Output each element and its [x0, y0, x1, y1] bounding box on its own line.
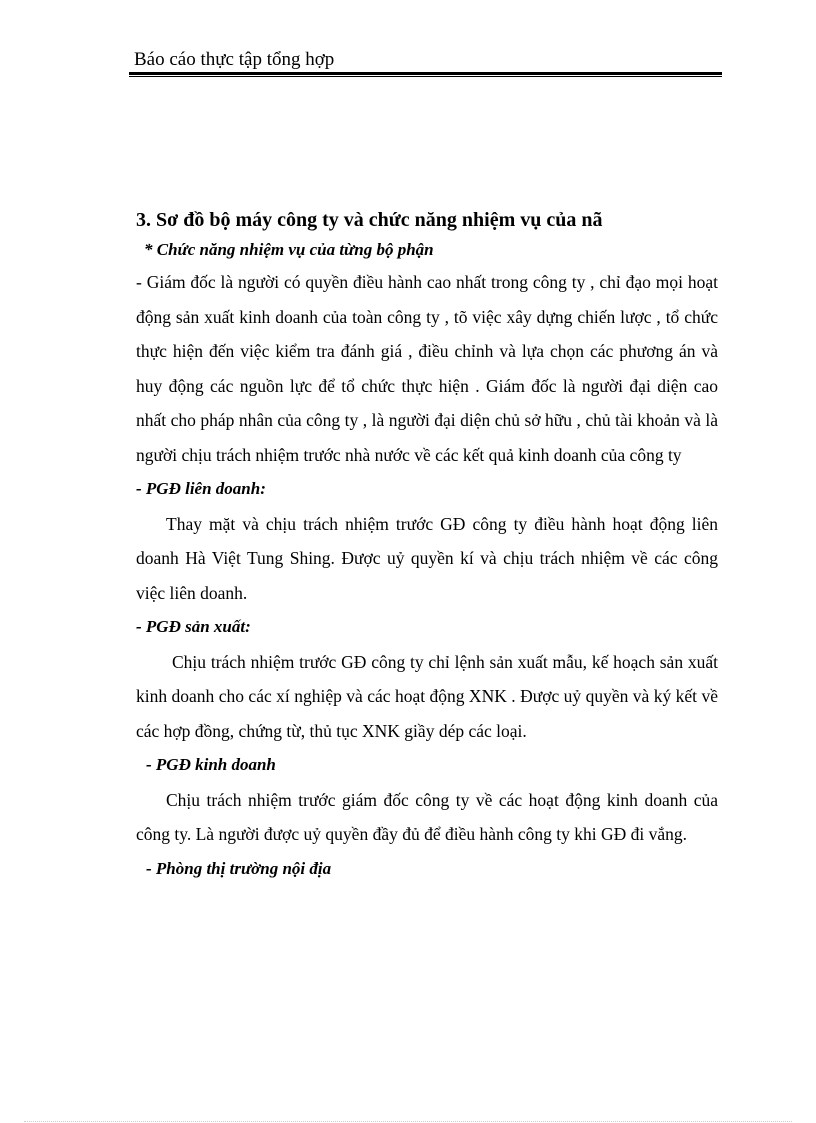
page-bottom-border [24, 1121, 792, 1122]
director-paragraph: - Giám đốc là người có quyền điều hành cao nhất trong công ty , chỉ đạo mọi hoạt động sản xuất kinh doanh của toàn công ty , tõ việc xây dựng chiến lược , tổ chức thực hiện đến việc kiểm tra đánh giá , điều chỉnh và lựa chọn các phương án và huy động các nguồn lực để tổ chức thực hiện . Giám đốc là người đại diện cao nhất cho pháp nhân của công ty , là người đại diện chủ sở hữu , chủ tài khoản và là người chịu trách nhiệm trước nhà nước về các kết quả kinh doanh của công ty [136, 272, 718, 465]
item-text-joint-venture: Thay mặt và chịu trách nhiệm trước GĐ công ty điều hành hoạt động liên doanh Hà Việt Tung Shing. Được uỷ quyền kí và chịu trách nhiệm về các công việc liên doanh. [136, 513, 718, 603]
header-title: Báo cáo thực tập tổng hợp [134, 49, 335, 70]
header-rule [129, 72, 722, 75]
item-text-business: Chịu trách nhiệm trước giám đốc công ty về các hoạt động kinh doanh của công ty. Là người được uỷ quyền đầy đủ để điều hành công ty khi GĐ đi vắng. [136, 789, 718, 844]
item-heading-domestic-market: - Phòng thị trường nội địa [146, 858, 332, 878]
item-heading-business: - PGĐ kinh doanh [146, 755, 276, 774]
section-title: 3. Sơ đồ bộ máy công ty và chức năng nhiệm vụ của nã [136, 209, 603, 231]
document-body [136, 205, 718, 886]
item-heading-production: - PGĐ sản xuất: [136, 617, 251, 636]
item-text-production: Chịu trách nhiệm trước GĐ công ty chỉ lệnh sản xuất mẫu, kế hoạch sản xuất kinh doanh cho các xí nghiệp và các hoạt động XNK . Được uỷ quyền và ký kết về các hợp đồng, chứng từ, thủ tục XNK giầy dép các loại. [136, 651, 718, 741]
page-header [129, 49, 722, 77]
header-rule-thin [129, 76, 722, 77]
section-subheading: * Chức năng nhiệm vụ của từng bộ phận [144, 240, 434, 259]
item-heading-joint-venture: - PGĐ liên doanh: [136, 479, 266, 498]
